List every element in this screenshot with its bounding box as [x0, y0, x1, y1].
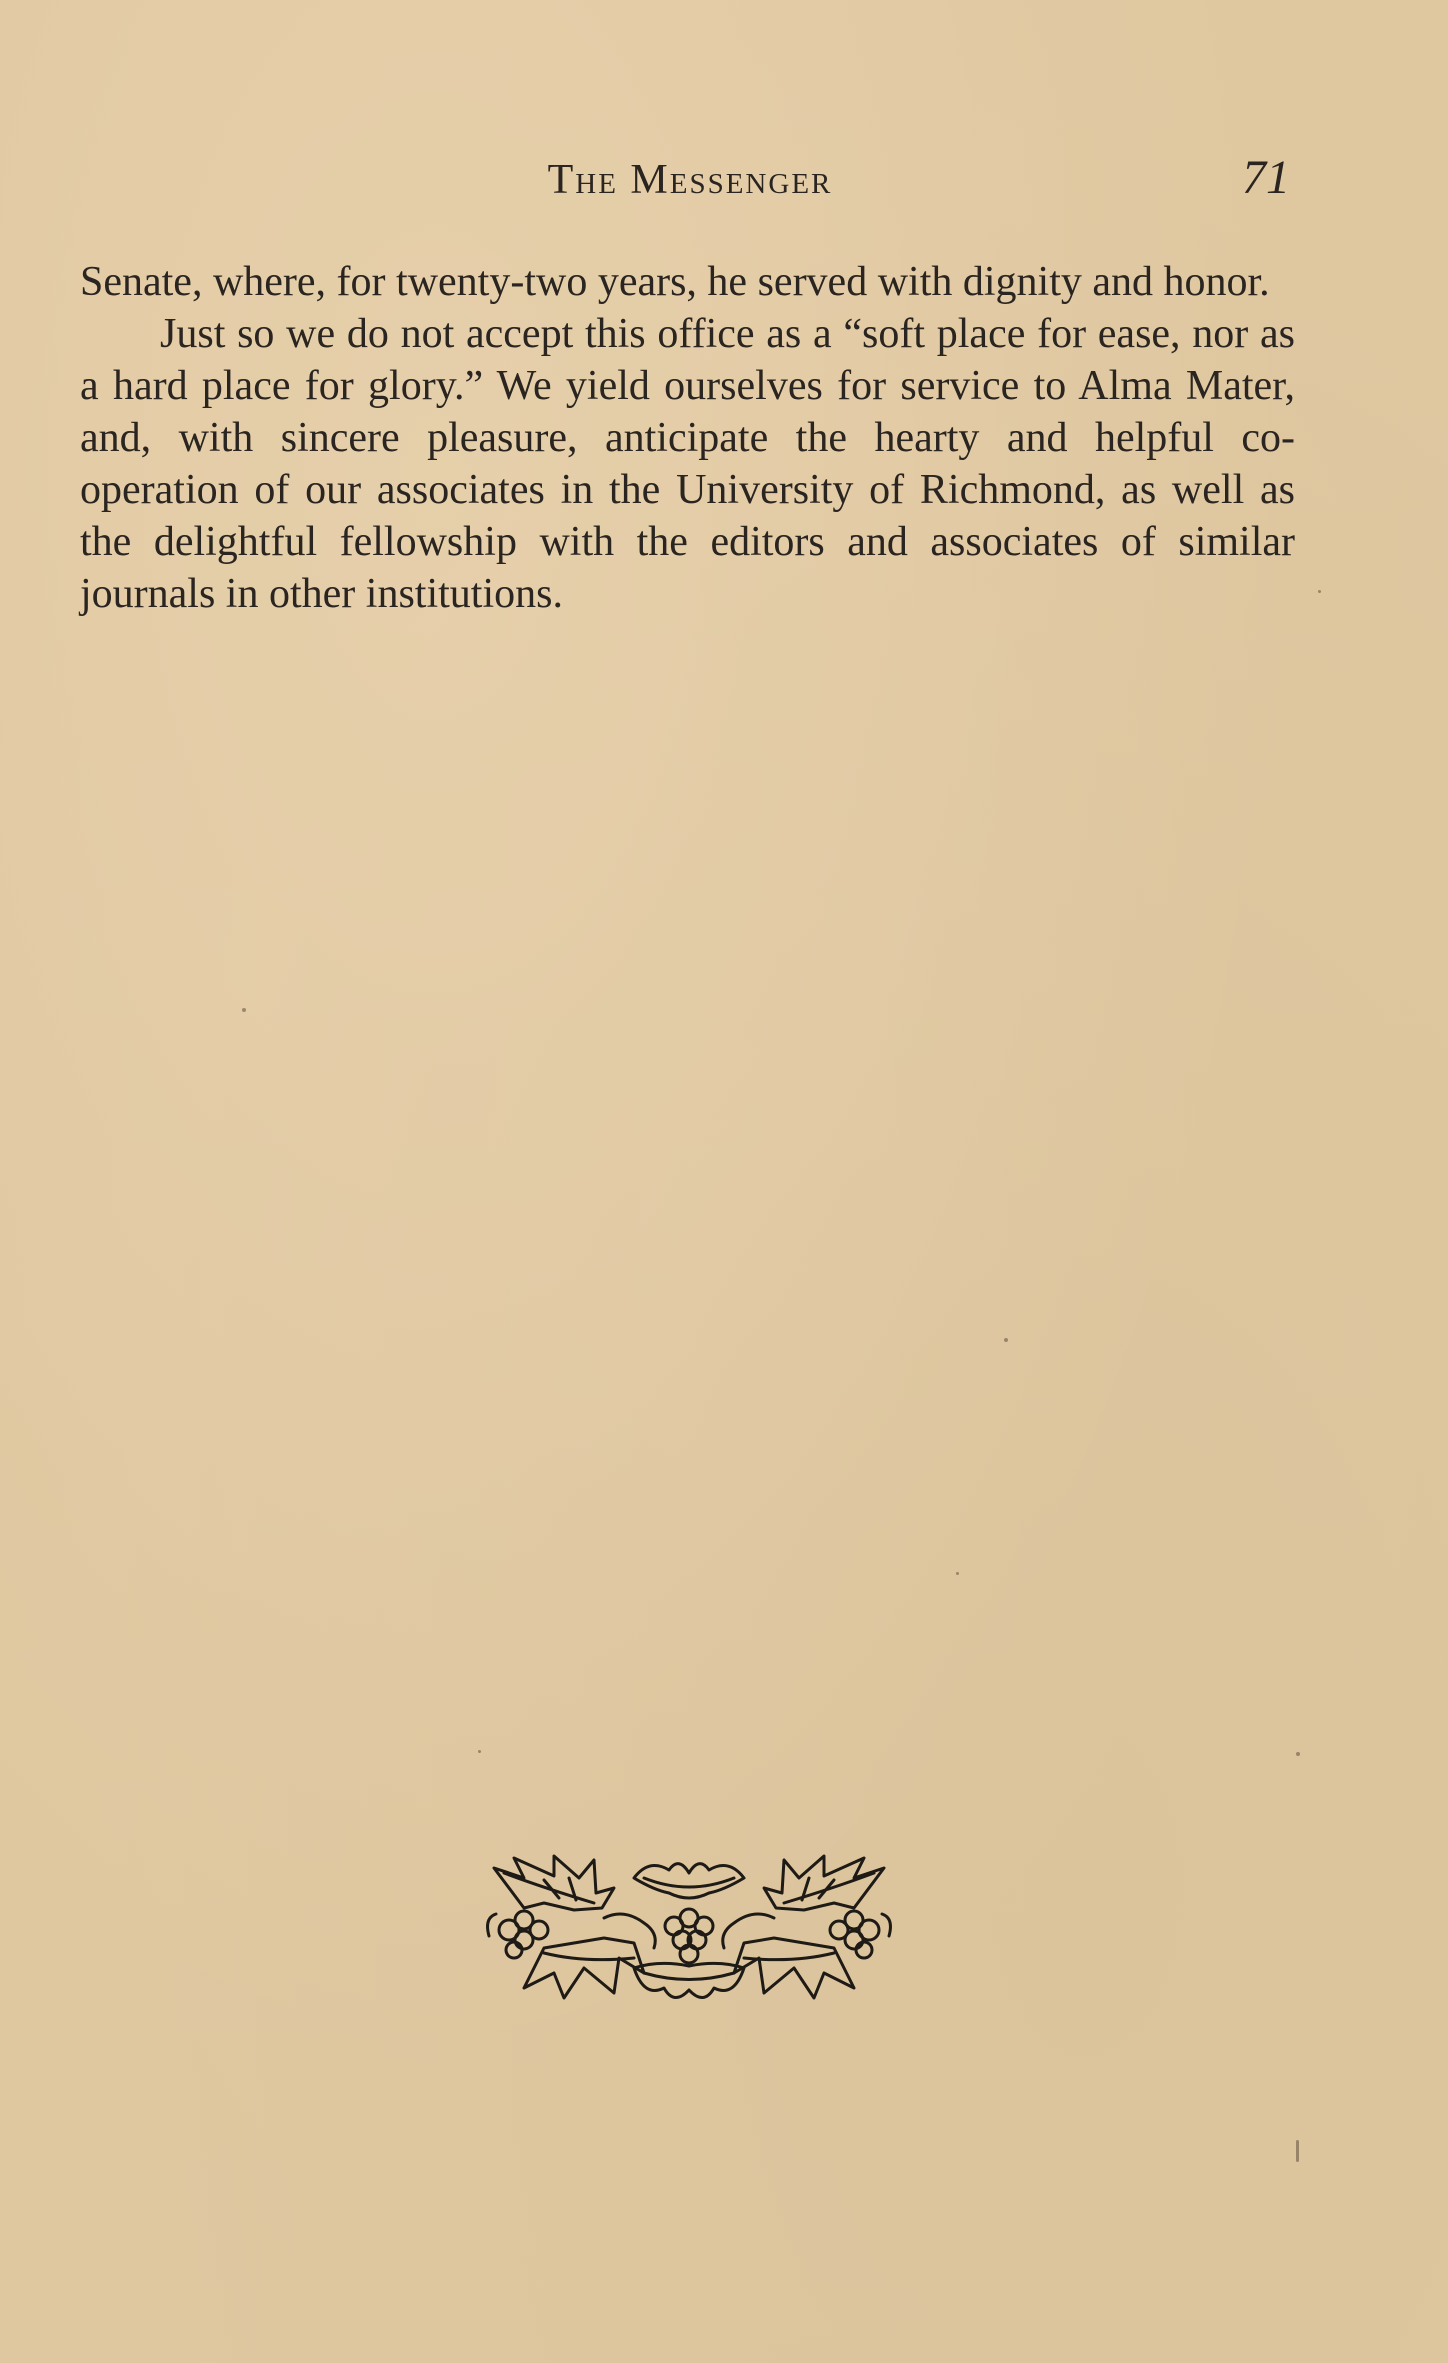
paper-speck	[478, 1750, 481, 1753]
paper-speck	[1318, 590, 1321, 593]
grape-leaf-vignette-icon	[484, 1848, 894, 2008]
running-head	[80, 150, 1300, 210]
paper-speck	[1296, 1752, 1300, 1756]
paper-speck	[956, 1572, 959, 1575]
paper-speck	[1296, 2140, 1299, 2162]
paragraph-continuation: Senate, where, for twenty-two years, he served with dignity and honor.	[80, 259, 1270, 305]
paper-speck	[242, 1008, 246, 1012]
paragraph-office: Just so we do not accept this office as a “soft place for ease, nor as a hard place for glory.” We yield ourselves for service to Alma Mater, and, with sincere pleasure, anticipate the hearty and helpful co-operation of our associates in the University of Richmond, as well as the delightful fellowship with the editors and associates of similar journals in other institutions.	[80, 311, 1295, 617]
paper-speck	[1004, 1338, 1008, 1342]
body-text	[80, 256, 1295, 620]
page-number: 71	[1242, 151, 1290, 204]
running-title: The Messenger	[547, 157, 833, 203]
